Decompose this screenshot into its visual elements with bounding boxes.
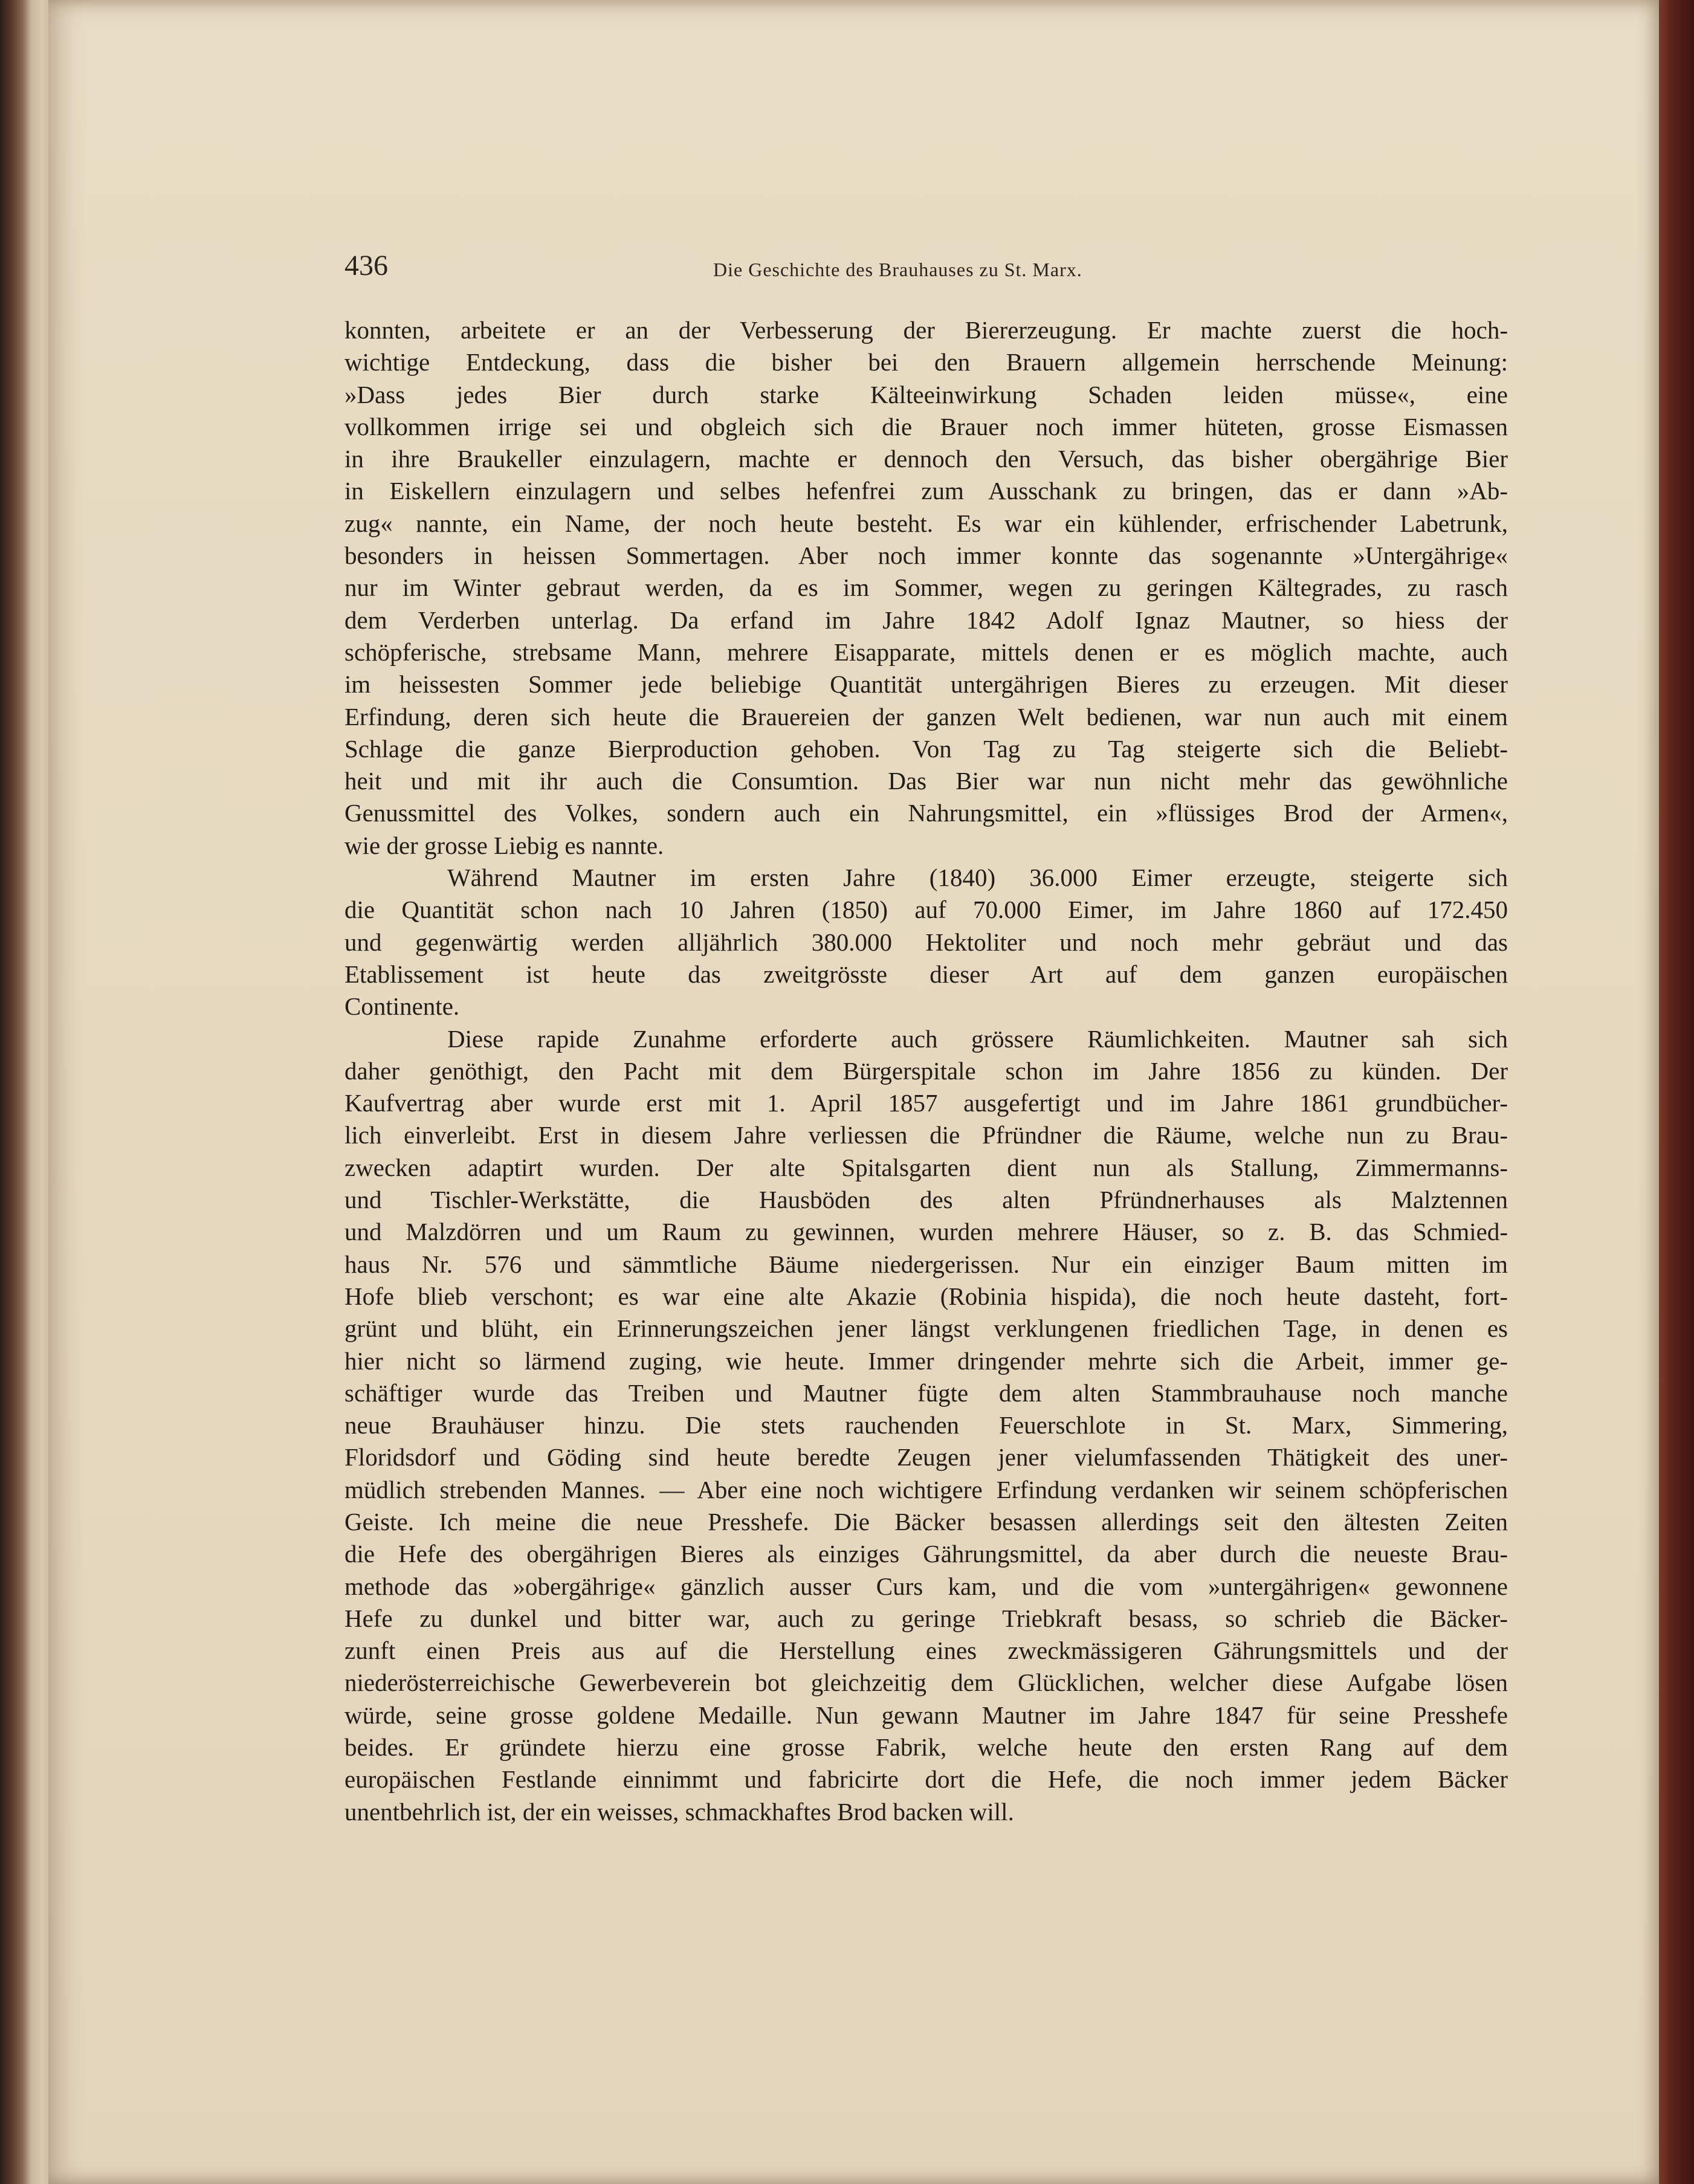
text-line: Während Mautner im ersten Jahre (1840) 36.000 Eimer erzeugte, steigerte sich xyxy=(447,864,1508,892)
book-page xyxy=(48,0,1659,2184)
text-line: und Malzdörren und um Raum zu gewinnen, wurden mehrere Häuser, so z. B. das Schmied- xyxy=(344,1218,1508,1246)
text-line: zug« nannte, ein Name, der noch heute besteht. Es war ein kühlender, erfrischender Labetrunk, xyxy=(344,509,1508,537)
text-line: Hofe blieb verschont; es war eine alte Akazie (Robinia hispida), die noch heute dasteht, fort- xyxy=(344,1282,1508,1310)
text-line: Diese rapide Zunahme erforderte auch grössere Räumlichkeiten. Mautner sah sich xyxy=(447,1024,1508,1053)
text-line: Etablissement ist heute das zweitgrösste dieser Art auf dem ganzen europäischen xyxy=(344,960,1508,988)
text-line: wichtige Entdeckung, dass die bisher bei den Brauern allgemein herrschende Meinung: xyxy=(344,348,1508,376)
text-line: schäftiger wurde das Treiben und Mautner fügte dem alten Stammbrauhause noch manche xyxy=(344,1378,1508,1407)
text-line: zwecken adaptirt wurden. Der alte Spitalsgarten dient nun als Stallung, Zimmermanns- xyxy=(344,1153,1508,1181)
text-line: vollkommen irrige sei und obgleich sich die Brauer noch immer hüteten, grosse Eismassen xyxy=(344,412,1508,441)
text-line: im heissesten Sommer jede beliebige Quantität untergährigen Bieres zu erzeugen. Mit dieser xyxy=(344,670,1508,699)
body-text xyxy=(344,314,1508,1828)
text-line: »Dass jedes Bier durch starke Kälteeinwirkung Schaden leiden müsse«, eine xyxy=(344,380,1508,409)
text-line: konnten, arbeitete er an der Verbesserung der Biererzeugung. Er machte zuerst die hoch- xyxy=(344,316,1508,344)
text-line: Erfindung, deren sich heute die Brauereien der ganzen Welt bedienen, war nun auch mit einem xyxy=(344,702,1508,731)
text-line: schöpferische, strebsame Mann, mehrere Eisapparate, mittels denen er es möglich machte, auch xyxy=(344,638,1508,666)
text-line: heit und mit ihr auch die Consumtion. Das Bier war nun nicht mehr das gewöhnliche xyxy=(344,767,1508,795)
book-cover-edge-right xyxy=(1659,0,1694,2184)
text-line: wie der grosse Liebig es nannte. xyxy=(344,831,664,859)
text-line: methode das »obergährige« gänzlich ausser Curs kam, und die vom »untergährigen« gewonnene xyxy=(344,1572,1508,1600)
text-line: grünt und blüht, ein Erinnerungszeichen jener längst verklungenen friedlichen Tage, in denen es xyxy=(344,1314,1508,1343)
text-line: daher genöthigt, den Pacht mit dem Bürgerspitale schon im Jahre 1856 zu künden. Der xyxy=(344,1056,1508,1085)
text-line: Schlage die ganze Bierproduction gehoben. Von Tag zu Tag steigerte sich die Beliebt- xyxy=(344,734,1508,763)
text-line: in ihre Braukeller einzulagern, machte er dennoch den Versuch, das bisher obergährige Bier xyxy=(344,445,1508,473)
text-line: hier nicht so lärmend zuging, wie heute. Immer dringender mehrte sich die Arbeit, immer ge- xyxy=(344,1346,1508,1375)
text-line: würde, seine grosse goldene Medaille. Nun gewann Mautner im Jahre 1847 für seine Presshefe xyxy=(344,1701,1508,1729)
text-line: Genussmittel des Volkes, sondern auch ein Nahrungsmittel, ein »flüssiges Brod der Armen«, xyxy=(344,799,1508,827)
text-line: Continente. xyxy=(344,992,460,1021)
running-head-title: Die Geschichte des Brauhauses zu St. Marx. xyxy=(713,259,1082,280)
text-line: Geiste. Ich meine die neue Presshefe. Die Bäcker besassen allerdings seit den ältesten Zeiten xyxy=(344,1507,1508,1536)
text-line: unentbehrlich ist, der ein weisses, schmackhaftes Brod backen will. xyxy=(344,1797,1014,1826)
text-line: Floridsdorf und Göding sind heute beredte Zeugen jener vielumfassenden Thätigkeit des uner- xyxy=(344,1443,1508,1472)
text-line: Kaufvertrag aber wurde erst mit 1. April 1857 ausgefertigt und im Jahre 1861 grundbücher- xyxy=(344,1089,1508,1117)
text-line: besonders in heissen Sommertagen. Aber noch immer konnte das sogenannte »Untergährige« xyxy=(344,541,1508,570)
text-line: müdlich strebenden Mannes. — Aber eine noch wichtigere Erfindung verdanken wir seinem schöpferischen xyxy=(344,1475,1508,1504)
text-line: die Quantität schon nach 10 Jahren (1850) auf 70.000 Eimer, im Jahre 1860 auf 172.450 xyxy=(344,896,1508,924)
text-line: neue Brauhäuser hinzu. Die stets rauchenden Feuerschlote in St. Marx, Simmering, xyxy=(344,1411,1508,1439)
text-line: niederösterreichische Gewerbeverein bot gleichzeitig dem Glücklichen, welcher diese Aufgabe lösen xyxy=(344,1669,1508,1697)
text-line: haus Nr. 576 und sämmtliche Bäume niedergerissen. Nur ein einziger Baum mitten im xyxy=(344,1250,1508,1278)
text-line: nur im Winter gebraut werden, da es im Sommer, wegen zu geringen Kältegrades, zu rasch xyxy=(344,573,1508,602)
text-line: und gegenwärtig werden alljährlich 380.000 Hektoliter und noch mehr gebräut und das xyxy=(344,928,1508,956)
text-line: lich einverleibt. Erst in diesem Jahre verliessen die Pfründner die Räume, welche nun zu Brau- xyxy=(344,1121,1508,1149)
text-line: europäischen Festlande einnimmt und fabricirte dort die Hefe, die noch immer jedem Bäcker xyxy=(344,1765,1508,1794)
text-line: die Hefe des obergährigen Bieres als einziges Gährungsmittel, da aber durch die neueste Brau- xyxy=(344,1540,1508,1568)
text-line: und Tischler-Werkstätte, die Hausböden des alten Pfründnerhauses als Malztennen xyxy=(344,1186,1508,1214)
text-line: zunft einen Preis aus auf die Herstellung eines zweckmässigeren Gährungsmittels und der xyxy=(344,1636,1508,1665)
page-number: 436 xyxy=(344,250,388,282)
text-line: in Eiskellern einzulagern und selbes hefenfrei zum Ausschank zu bringen, das er dann »Ab- xyxy=(344,477,1508,505)
text-line: dem Verderben unterlag. Da erfand im Jahre 1842 Adolf Ignaz Mautner, so hiess der xyxy=(344,606,1508,634)
text-line: Hefe zu dunkel und bitter war, auch zu geringe Triebkraft besass, so schrieb die Bäcker- xyxy=(344,1604,1508,1632)
text-line: beides. Er gründete hierzu eine grosse Fabrik, welche heute den ersten Rang auf dem xyxy=(344,1733,1508,1762)
